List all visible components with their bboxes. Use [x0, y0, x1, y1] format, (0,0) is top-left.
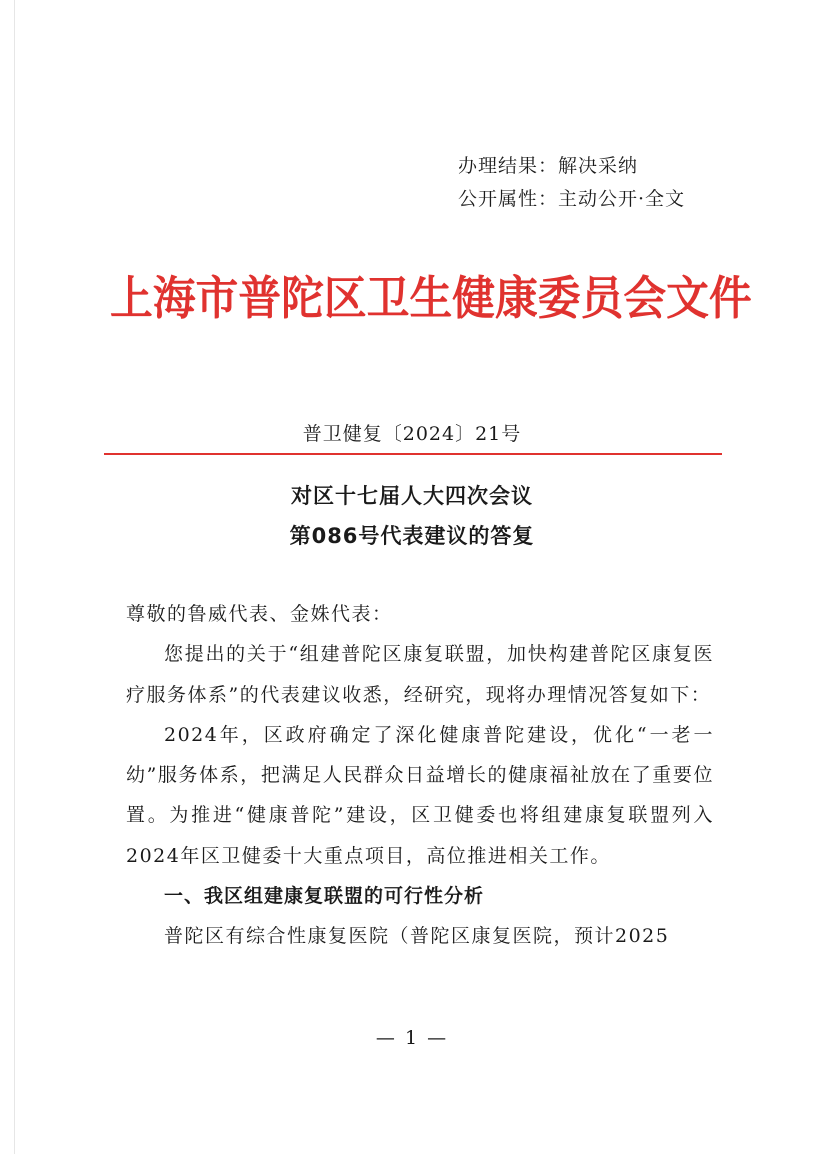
document-meta	[458, 150, 685, 216]
body-paragraph-3: 普陀区有综合性康复医院（普陀区康复医院，预计2025	[164, 925, 670, 948]
reply-title-line-1: 对区十七届人大四次会议	[291, 484, 533, 508]
body-paragraph-1: 您提出的关于“组建普陀区康复联盟，加快构建普陀区康复医疗服务体系”的代表建议收悉，经研究，现将办理情况答复如下：	[126, 643, 714, 706]
red-divider-line	[104, 453, 722, 455]
document-body	[126, 594, 714, 957]
page-number: — 1 —	[375, 1027, 449, 1049]
disclosure-attribute: 公开属性：主动公开·全文	[458, 188, 686, 210]
handling-result: 办理结果：解决采纳	[458, 155, 639, 177]
body-paragraph-2: 2024年，区政府确定了深化健康普陀建设，优化“一老一幼”服务体系，把满足人民群众日益增长的健康福祉放在了重要位置。为推进“健康普陀”建设，区卫健委也将组建康复联盟列入2024年区卫健委十大重点项目，高位推进相关工作。	[126, 723, 714, 867]
section-heading-1: 一、我区组建康复联盟的可行性分析	[164, 885, 485, 908]
reply-title-line-2: 第086号代表建议的答复	[289, 524, 535, 548]
document-number: 普卫健复〔2024〕21号	[302, 423, 522, 445]
scan-edge-line	[14, 0, 15, 1154]
issuing-agency-title: 上海市普陀区卫生健康委员会文件	[110, 271, 752, 325]
salutation: 尊敬的鲁威代表、金姝代表：	[126, 603, 393, 625]
